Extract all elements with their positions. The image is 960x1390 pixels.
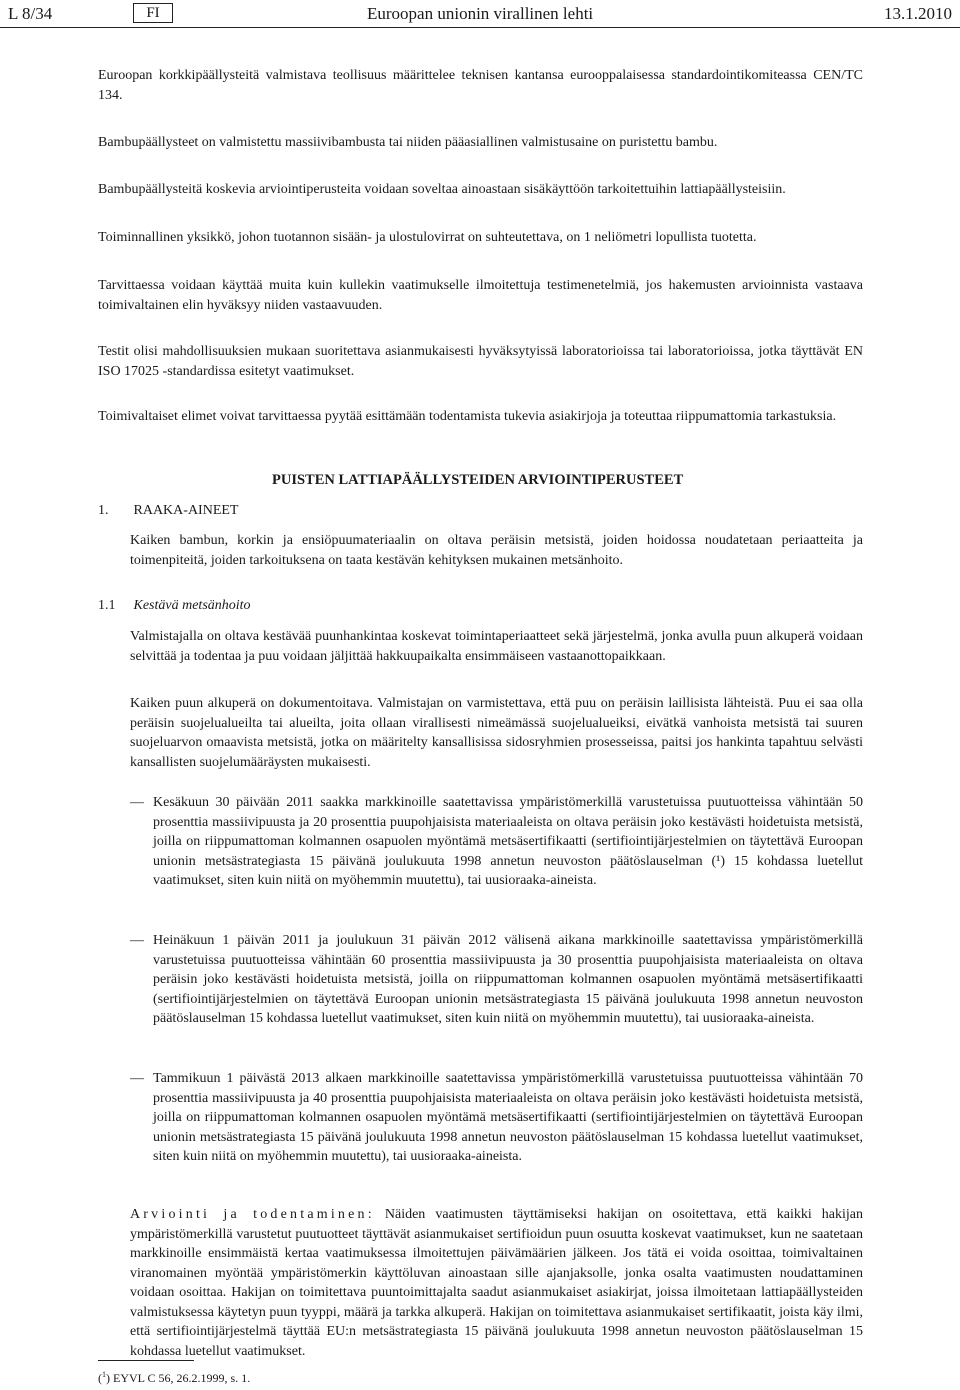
section-heading: PUISTEN LATTIAPÄÄLLYSTEIDEN ARVIOINTIPERUSTEET [272,472,684,488]
journal-title: Euroopan unionin virallinen lehti [367,4,594,23]
language-badge: FI [133,3,173,23]
intro-paragraph: Toiminnallinen yksikkö, johon tuotannon sisään- ja ulostulovirrat on suhteutettava, on 1 neliömetri lopullista tuotetta. [98,230,757,245]
intro-paragraph: Testit olisi mahdollisuuksien mukaan suoritettava asianmukaisesti hyväksytyissä laboratorioissa tai laboratorioissa, jotka täyttävät EN ISO 17025 -standardissa esitetyt vaatimukset. [98,344,863,379]
dash-marker: — [130,1071,144,1086]
assessment-label: Arviointi ja todentaminen: [130,1207,375,1222]
footnote-text: EYVL C 56, 26.2.1999, s. 1. [113,1371,251,1385]
footnote-rule [98,1360,194,1361]
footnote-mark: 1 [102,1370,106,1379]
dash-marker: — [130,795,144,810]
issue-date: 13.1.2010 [884,4,952,23]
section-number: 1.1 [98,598,116,613]
list-item-text: Heinäkuun 1 päivän 2011 ja joulukuun 31 päivän 2012 välisenä aikana markkinoille saatettavissa ympäristömerkillä varustetuissa puutuotteissa vähintään 60 prosenttia massiivipuusta ja 30 prosenttia puupohjaisista materiaaleista on oltava peräisin joko kestävästi hoidetuista metsistä, joilla on riippumattoman kolmannen osapuolen myöntämä metsäsertifikaatti (sertifiointijärjestelmien on täytettävä Euroopan unionin metsästrategiasta 15 päivänä joulukuuta 1998 annetun neuvoston päätöslauselman 15 kohdassa luetellut vaatimukset, siten kuin niitä on myöhemmin muutettu), tai uusioraaka-aineista. [153,933,863,1026]
section-number: 1. [98,503,109,518]
intro-paragraph: Tarvittaessa voidaan käyttää muita kuin kullekin vaatimukselle ilmoitettuja testimenetelmiä, jos hakemusten arvioinnista vastaava toimivaltainen elin hyväksyy niiden vastaavuuden. [98,278,863,313]
section-1-text: Kaiken bambun, korkin ja ensiöpuumateriaalin on oltava peräisin metsistä, joiden hoidossa noudatetaan periaatteita ja toimenpiteitä, joiden tarkoituksena on taata kestävän kehityksen mukainen metsänhoito. [130,533,863,568]
section-1-1-paragraph: Valmistajalla on oltava kestävää puunhankintaa koskevat toimintaperiaatteet sekä järjestelmä, jonka avulla puun alkuperä voidaan selvittää ja todentaa ja puu voidaan jäljittää hakkuupaikalta ensimmäiseen vastaanottopaikkaan. [130,629,863,664]
list-item [130,931,863,1029]
list-item-text: Tammikuun 1 päivästä 2013 alkaen markkinoille saatettavissa ympäristömerkillä varustetuissa puutuotteissa vähintään 70 prosenttia massiivipuusta ja 40 prosenttia puupohjaisista materiaaleista on oltava peräisin joko kestävästi hoidetuista metsistä, joilla on riippumattoman kolmannen osapuolen myöntämä metsäsertifikaatti (sertifiointijärjestelmien on täytettävä Euroopan unionin metsästrategiasta 15 päivänä joulukuuta 1998 annetun neuvoston päätöslauselman 15 kohdassa luetellut vaatimukset, siten kuin niitä on myöhemmin muutettu), tai uusioraaka-aineista. [153,1071,863,1164]
section-1-1-title [98,598,251,614]
page-number: L 8/34 [8,4,53,23]
intro-paragraph: Bambupäällysteitä koskevia arviointiperusteita voidaan soveltaa ainoastaan sisäkäyttöön tarkoitettuihin lattiapäällysteisiin. [98,182,786,197]
assessment-paragraph [130,1205,863,1361]
footnote: ($^1$) EYVL C 56, 26.2.1999, s. 1. [98,1370,251,1385]
section-title: Kestävä metsänhoito [133,598,251,613]
dash-marker: — [130,933,144,948]
list-item-text: Kesäkuun 30 päivään 2011 saakka markkinoille saatettavissa ympäristömerkillä varustetuissa puutuotteissa vähintään 50 prosenttia massiivipuusta ja 20 prosenttia puupohjaisista materiaaleista on oltava peräisin joko kestävästi hoidetuista metsistä, joilla on riippumattoman kolmannen osapuolen myöntämä metsäsertifikaatti (sertifiointijärjestelmien on täytettävä Euroopan unionin metsästrategiasta 15 päivänä joulukuuta 1998 annetun neuvoston päätöslauselman (¹) 15 kohdassa luetellut vaatimukset, siten kuin niitä on myöhemmin muutettu), tai uusioraaka-aineista. [153,795,863,888]
assessment-text: Näiden vaatimusten täyttämiseksi hakijan on osoitettava, että kaikki hakijan ympäristömerkillä varustetut puutuotteet täyttävät asianmukaiset sertifioidun puun osuutta koskevat vaatimukset, kun ne saatetaan markkinoille ensimmäistä kertaa vaatimuksessa ilmoitettujen päivämäärien jälkeen. Jos tätä ei voida osoittaa, toimivaltainen viranomainen myöntää ympäristömerkin käyttöluvan ainoastaan sille ajanjaksolle, jonka osalta vaatimusten noudattaminen voidaan osoittaa. Hakijan on toimitettava puuntoimittajalta saadut asianmukaiset asiakirjat, joissa ilmoitetaan lattiapäällysteiden valmistuksessa käytetyn puun tyyppi, määrä ja tarkka alkuperä. Hakijan on toimitettava asianmukaiset sertifikaatit, joista käy ilmi, että sertifiointijärjestelmä täyttää EU:n metsästrategiasta 15 päivänä joulukuuta 1998 annetun neuvoston päätöslauselman 15 kohdassa luetellut vaatimukset. [130,1207,863,1359]
section-title: RAAKA-AINEET [133,503,239,518]
intro-paragraph: Bambupäällysteet on valmistettu massiivibambusta tai niiden pääasiallinen valmistusaine on puristettu bambu. [98,135,718,150]
section-1-title [98,503,238,519]
list-item [130,1069,863,1167]
intro-paragraph: Toimivaltaiset elimet voivat tarvittaessa pyytää esittämään todentamista tukevia asiakirjoja ja toteuttaa riippumattomia tarkastuksia. [98,409,837,424]
list-item [130,793,863,891]
page-header [0,4,960,26]
intro-paragraph: Euroopan korkkipäällysteitä valmistava teollisuus määrittelee teknisen kantansa eurooppalaisessa standardointikomiteassa CEN/TC 134. [98,68,863,103]
header-rule [0,27,960,28]
section-1-1-paragraph: Kaiken puun alkuperä on dokumentoitava. Valmistajan on varmistettava, että puu on peräisin laillisista lähteistä. Puu ei saa olla peräisin suojelualueilta tai alueilta, joita ollaan virallisesti nimeämässä suojelualueiksi, eivätkä vanhoista metsistä tai suuren suojeluarvon omaavista metsistä, jotka on määritelty kansallisissa sidosryhmien prosesseissa, paitsi jos hankinta tapahtuu selvästi kansallisten suojelumääräysten mukaisesti. [130,696,863,770]
